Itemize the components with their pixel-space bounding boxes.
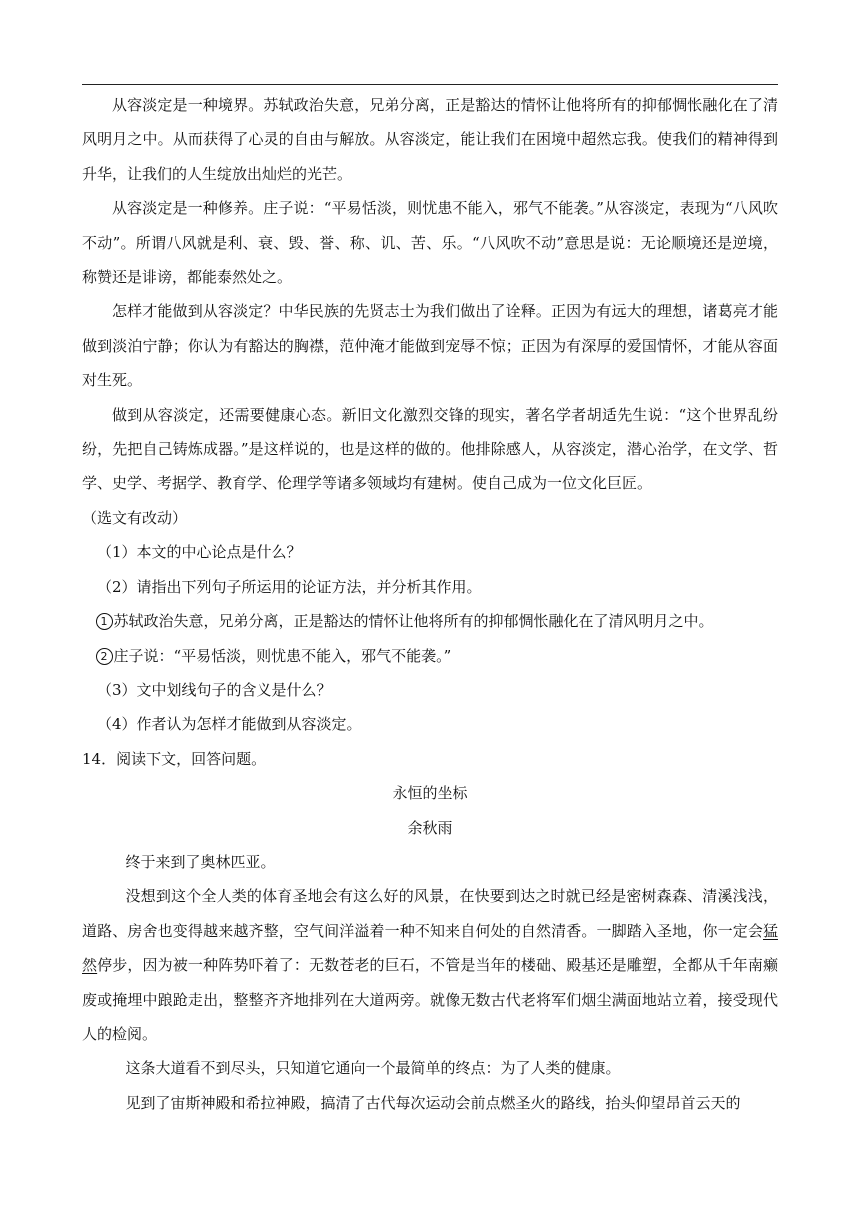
passage-paragraph-3: 怎样才能做到从容淡定？中华民族的先贤志士为我们做出了诠释。正因为有远大的理想，诸葛亮才能做到淡泊宁静；你认为有豁达的胸襟，范仲淹才能做到宠辱不惊；正因为有深厚的爱国情怀，才能从容面对生死。 [82, 302, 778, 390]
article-paragraph-3: 这条大道看不到尽头，只知道它通向一个最简单的终点：为了人类的健康。 [125, 1059, 621, 1078]
question-14-heading: 14．阅读下文，回答问题。 [82, 749, 267, 768]
circled-number-1: 1 [96, 613, 113, 630]
header-rule [82, 84, 778, 85]
article-title: 永恒的坐标 [392, 784, 468, 803]
article-author: 余秋雨 [407, 818, 453, 837]
question-4: （4）作者认为怎样才能做到从容淡定。 [97, 715, 362, 734]
question-1: （1）本文的中心论点是什么？ [97, 543, 302, 562]
passage-paragraph-2: 从容淡定是一种修养。庄子说：“平易恬淡，则忧患不能入，邪气不能袭。”从容淡定，表现为“八风吹不动”。所谓八风就是利、衰、毁、誉、称、讥、苦、乐。“八风吹不动”意思是说：无论顺境还是逆境，称赞还是诽谤，都能泰然处之。 [82, 199, 778, 287]
circled-number-2: 2 [96, 648, 113, 665]
question-2-item-2-text: 庄子说：“平易恬淡，则忧患不能入，邪气不能袭。” [113, 646, 452, 665]
question-2-item-2 [82, 639, 778, 673]
source-note: （选文有改动） [82, 508, 188, 527]
question-3: （3）文中划线句子的含义是什么？ [97, 680, 332, 699]
underlined-word: 猛然 [82, 921, 778, 975]
question-2-item-1 [82, 604, 778, 638]
question-2-item-1-text: 苏轼政治失意，兄弟分离，正是豁达的情怀让他将所有的抑郁惆怅融化在了清风明月之中。 [113, 612, 714, 631]
question-2: （2）请指出下列句子所运用的论证方法，并分析其作用。 [97, 577, 482, 596]
article-paragraph-1: 终于来到了奥林匹亚。 [125, 852, 276, 871]
article-paragraph-2-part-1: 没想到这个全人类的体育圣地会有这么好的风景，在快要到达之时就已经是密树森森、清溪浅浅，道路、房舍也变得越来越齐整，空气间洋溢着一种不知来自何处的自然清香。一脚踏入圣地，你一定会 [82, 887, 778, 940]
article-paragraph-4: 见到了宙斯神殿和希拉神殿，搞清了古代每次运动会前点燃圣火的路线，抬头仰望昂首云天的 [125, 1093, 741, 1112]
passage-paragraph-4: 做到从容淡定，还需要健康心态。新旧文化激烈交锋的现实，著名学者胡适先生说：“这个世界乱纷纷，先把自己铸炼成器。”是这样说的，也是这样的做的。他排除感人，从容淡定，潜心治学，在文学、哲学、史学、考据学、教育学、伦理学等诸多领域均有建树。使自己成为一位文化巨匠。 [82, 405, 778, 493]
article-paragraph-2 [82, 879, 778, 1051]
document-body [82, 88, 778, 1120]
passage-paragraph-1: 从容淡定是一种境界。苏轼政治失意，兄弟分离，正是豁达的情怀让他将所有的抑郁惆怅融化在了清风明月之中。从而获得了心灵的自由与解放。从容淡定，能让我们在困境中超然忘我。使我们的精神得到升华，让我们的人生绽放出灿烂的光芒。 [82, 96, 778, 183]
article-paragraph-2-part-2: 停步，因为被一种阵势吓着了：无数苍老的巨石，不管是当年的楼础、殿基还是雕塑，全都从千年南癞废或掩埋中踉跄走出，整整齐齐地排列在大道两旁。就像无数古代老将军们烟尘满面地站立着，接受现代人的检阅。 [82, 956, 778, 1043]
